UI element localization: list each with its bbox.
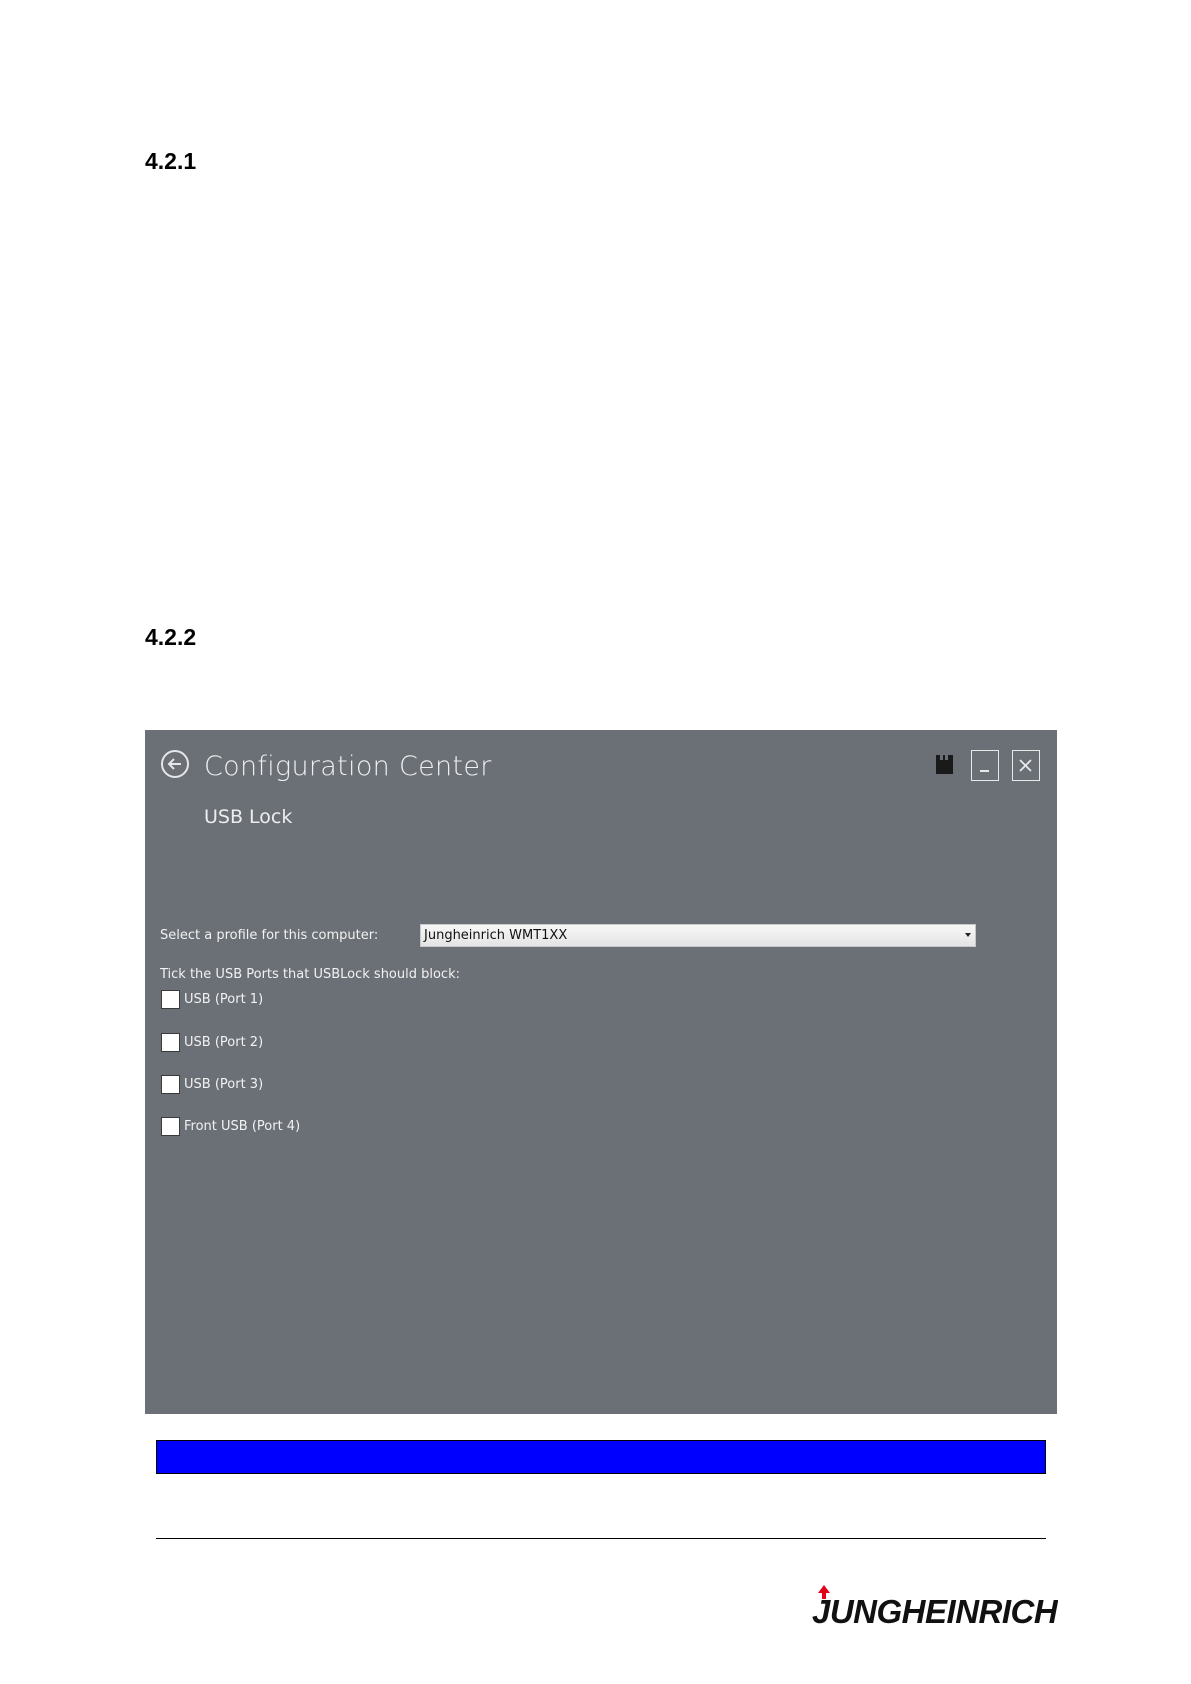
- usb-port-1-option[interactable]: [161, 989, 263, 1010]
- footer-divider: [156, 1538, 1046, 1539]
- section-heading-4-2-1: 4.2.1: [145, 148, 197, 174]
- usb-port-4-checkbox[interactable]: [161, 1117, 180, 1136]
- usb-ports-label: Tick the USB Ports that USBLock should block:: [160, 967, 460, 982]
- usb-port-2-checkbox[interactable]: [161, 1033, 180, 1052]
- configuration-center-window: [145, 730, 1057, 1414]
- close-button[interactable]: [1012, 750, 1040, 781]
- svg-text:JUNGHEINRICH: JUNGHEINRICH: [812, 1593, 1058, 1627]
- usb-port-3-option[interactable]: [161, 1074, 263, 1095]
- usb-port-4-option[interactable]: [161, 1116, 300, 1137]
- usb-port-2-label: USB (Port 2): [184, 1035, 264, 1050]
- close-icon: [1013, 751, 1038, 779]
- usb-port-4-label: Front USB (Port 4): [184, 1119, 301, 1134]
- section-heading-4-2-2: 4.2.2: [145, 624, 197, 650]
- usb-port-3-label: USB (Port 3): [184, 1077, 264, 1092]
- profile-dropdown[interactable]: [420, 924, 976, 947]
- usb-port-1-label: USB (Port 1): [184, 992, 264, 1007]
- minimize-button[interactable]: [971, 750, 999, 781]
- save-icon[interactable]: [936, 755, 953, 774]
- app-title: Configuration Center: [204, 751, 492, 782]
- profile-label: Select a profile for this computer:: [160, 928, 379, 943]
- caption-bar: [156, 1440, 1046, 1474]
- profile-selected-value: Jungheinrich WMT1XX: [424, 928, 568, 943]
- usb-port-2-option[interactable]: [161, 1032, 263, 1053]
- chevron-down-icon: [965, 933, 971, 937]
- back-button[interactable]: [161, 750, 189, 778]
- usb-port-3-checkbox[interactable]: [161, 1075, 180, 1094]
- minimize-icon: [972, 751, 997, 779]
- back-arrow-icon: [163, 752, 187, 776]
- page-subtitle: USB Lock: [204, 806, 293, 828]
- usb-port-1-checkbox[interactable]: [161, 990, 180, 1009]
- jungheinrich-logo: [808, 1585, 1058, 1627]
